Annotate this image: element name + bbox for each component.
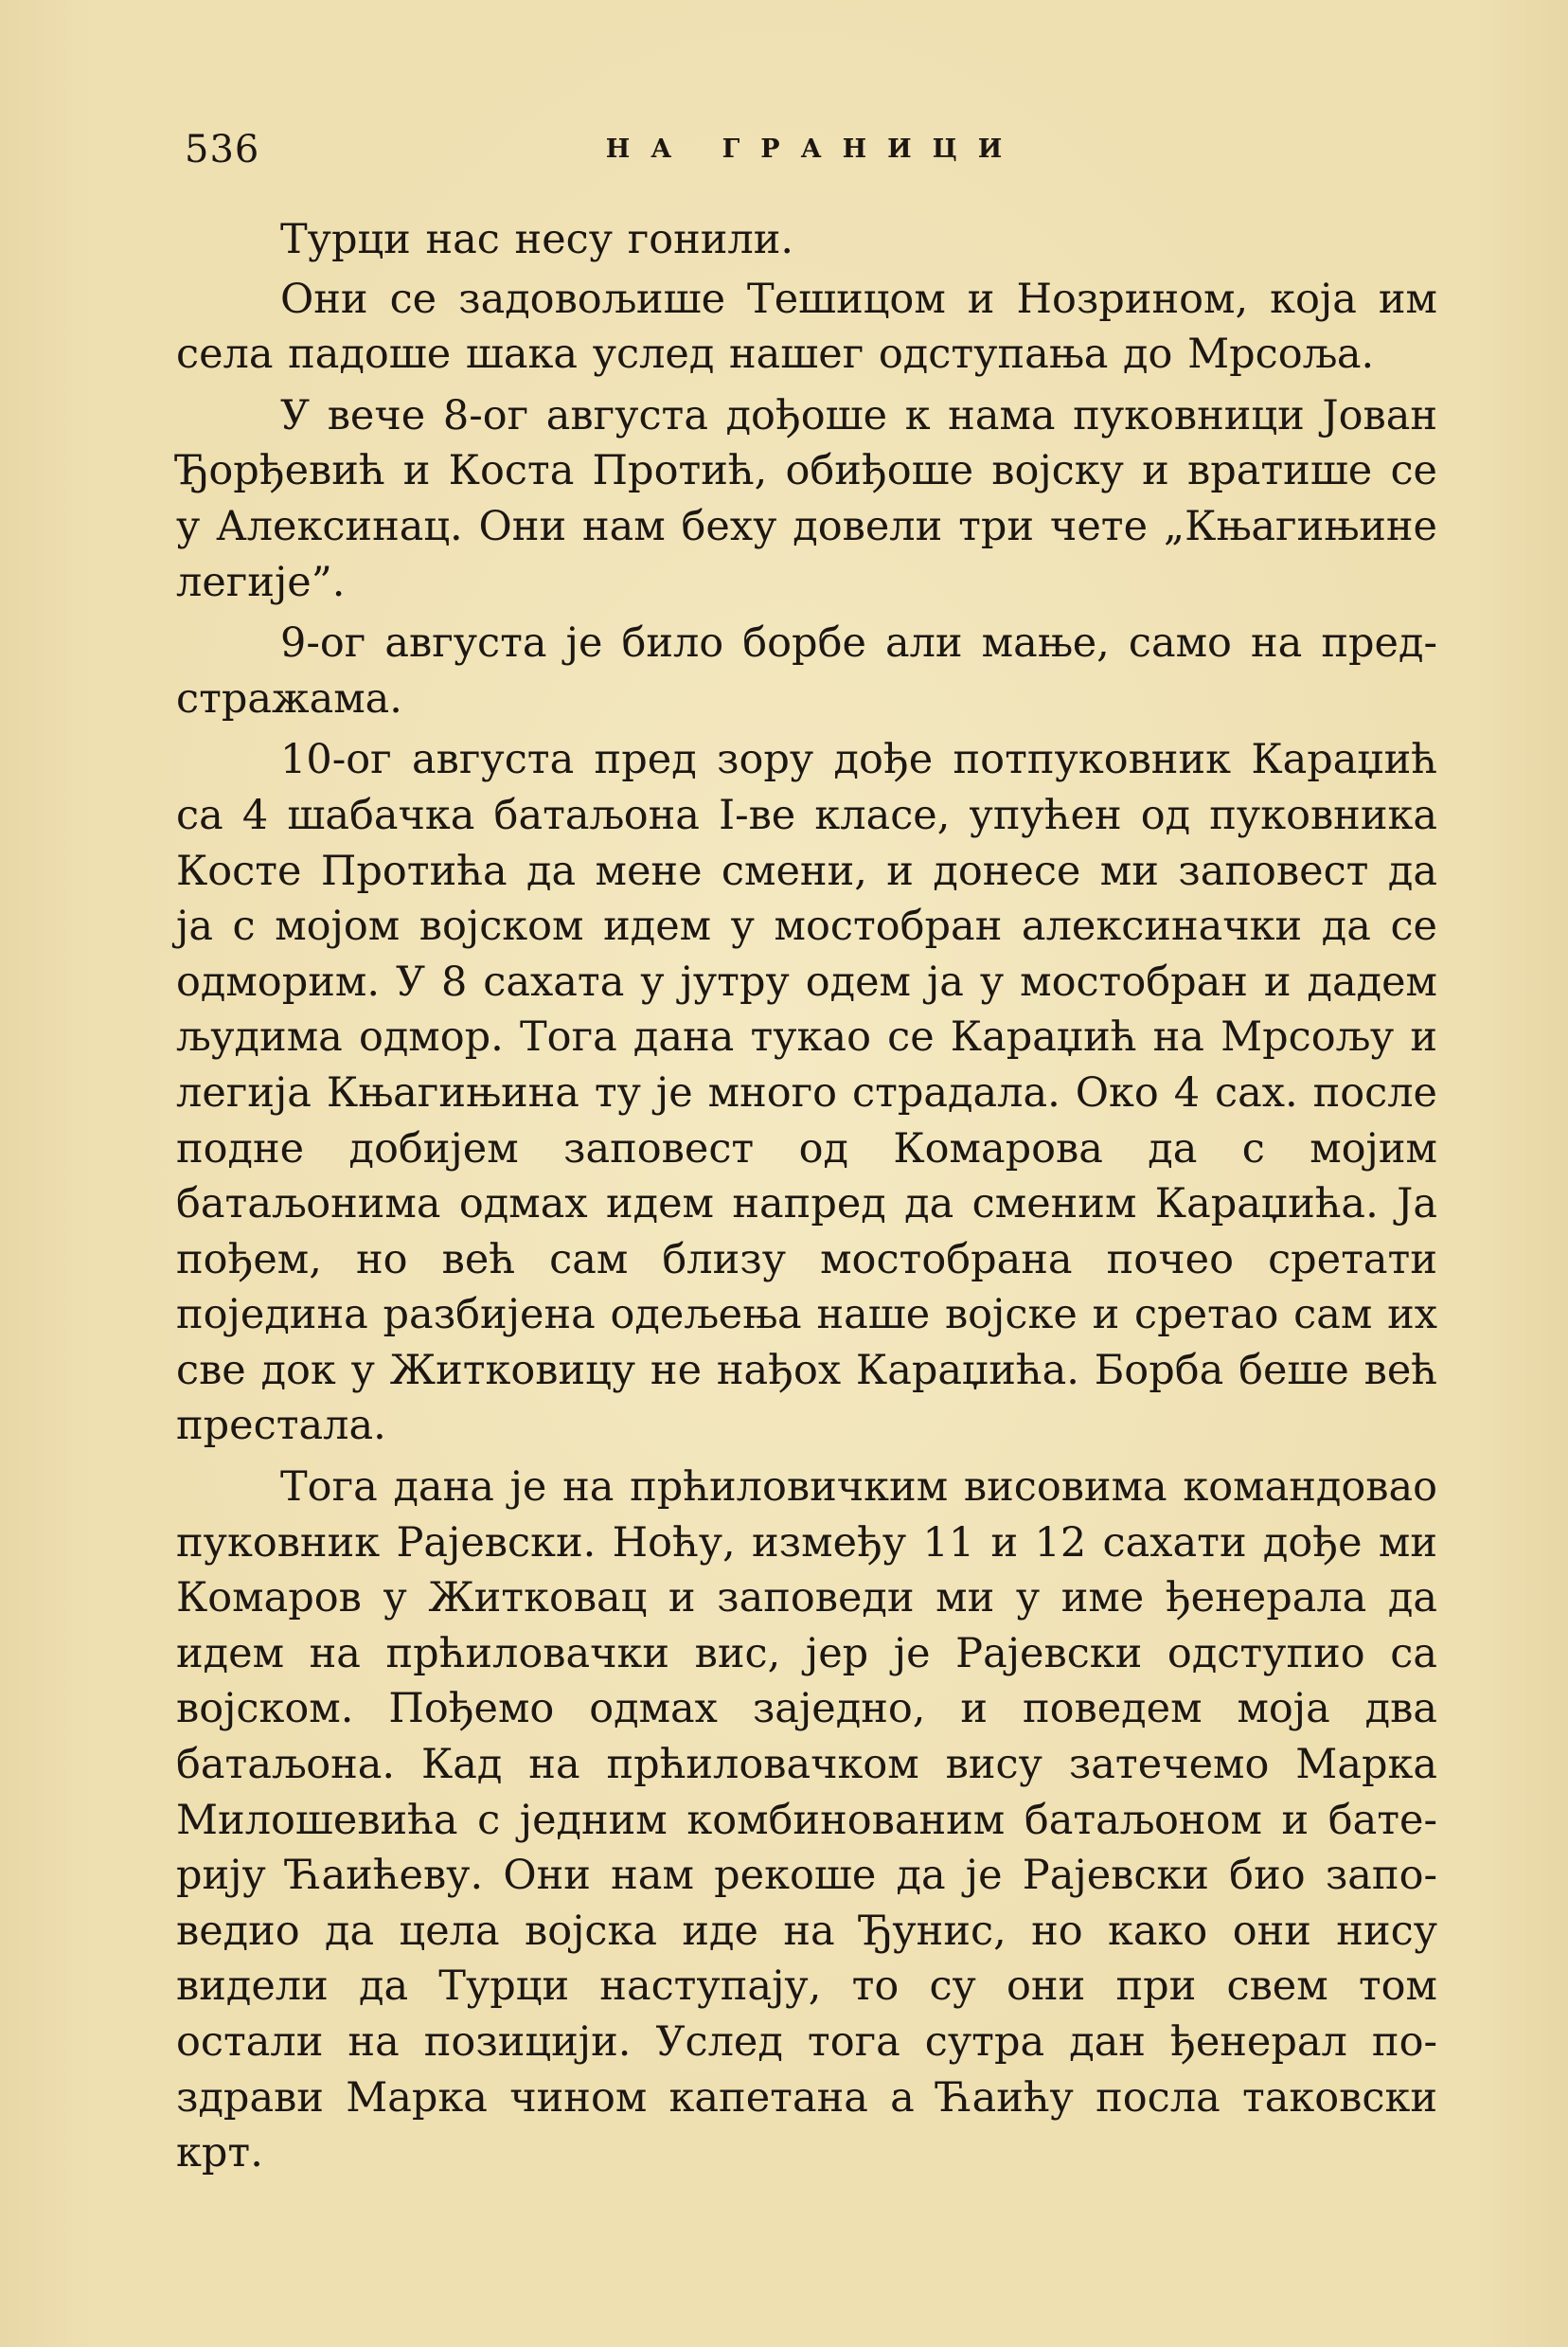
paragraph: Тога дана је на прћиловичким висовима командовао пуковник Рајевски. Ноћу, између 11 и 12 сахати дође ми Комаров у Житковац и заповеди ми у име ђенерала да идем на прћиловачки вис, јер је Рајевски одступио са војском. Пођемо одмах заједно, и поведем моја два батаљона. Кад на прћиловачком вису затечемо Марка Милошевића с једним комбинованим батаљоном и батерију Ћаићеву. Они нам рекоше да је Рајевски био заповедио да цела војска иде на Ђунис, но како они нису видели да Турци наступају, то су они при свем том остали на позицији. Услед тога сутра дан ђенерал поздрави Марка чином капетана а Ћаићу посла таковски крт. (176, 1463, 1437, 2177)
paragraph: Турци нас несу гонили. (280, 216, 794, 263)
page-number: 536 (185, 128, 260, 171)
running-title: НА ГРАНИЦИ (605, 134, 1024, 164)
paragraph: У вече 8-ог августа дођоше к нама пуковници Јован Ђорђевић и Коста Протић, обиђоше војску и вратише се у Алексинац. Они нам беху довели три чете „Књагињине легије”. (176, 391, 1437, 606)
text-body (176, 212, 1437, 2187)
paragraph: 10-ог августа пред зору дође потпуковник Караџић са 4 шабачка батаљона I-ве класе, упућен од пуковника Косте Протића да мене смени, и донесе ми заповест да ја с мојом војском идем у мостобран алексиначки да се одморим. У 8 сахата у јутру одем ја у мостобран и дадем људима одмор. Тога дана тукао се Караџић на Мрсољу и легија Књагињина ту је много страдала. Око 4 сах. после подне добијем заповест од Комарова да с мојим батаљонима одмах идем напред да сменим Караџића. Ја пођем, но већ сам близу мостобрана почео сретати поједина разбијена одељења наше војске и сретао сам их све док у Житковицу не нађох Караџића. Борба беше већ престала. (176, 736, 1437, 1450)
paragraph: 9-ог августа је било борбе али мање, само на предстражама. (176, 619, 1437, 723)
page-header (185, 121, 1444, 178)
paragraph: Они се задовољише Тешицом и Нозрином, која им села падоше шака услед нашег одступања до Мрсоља. (176, 275, 1437, 379)
